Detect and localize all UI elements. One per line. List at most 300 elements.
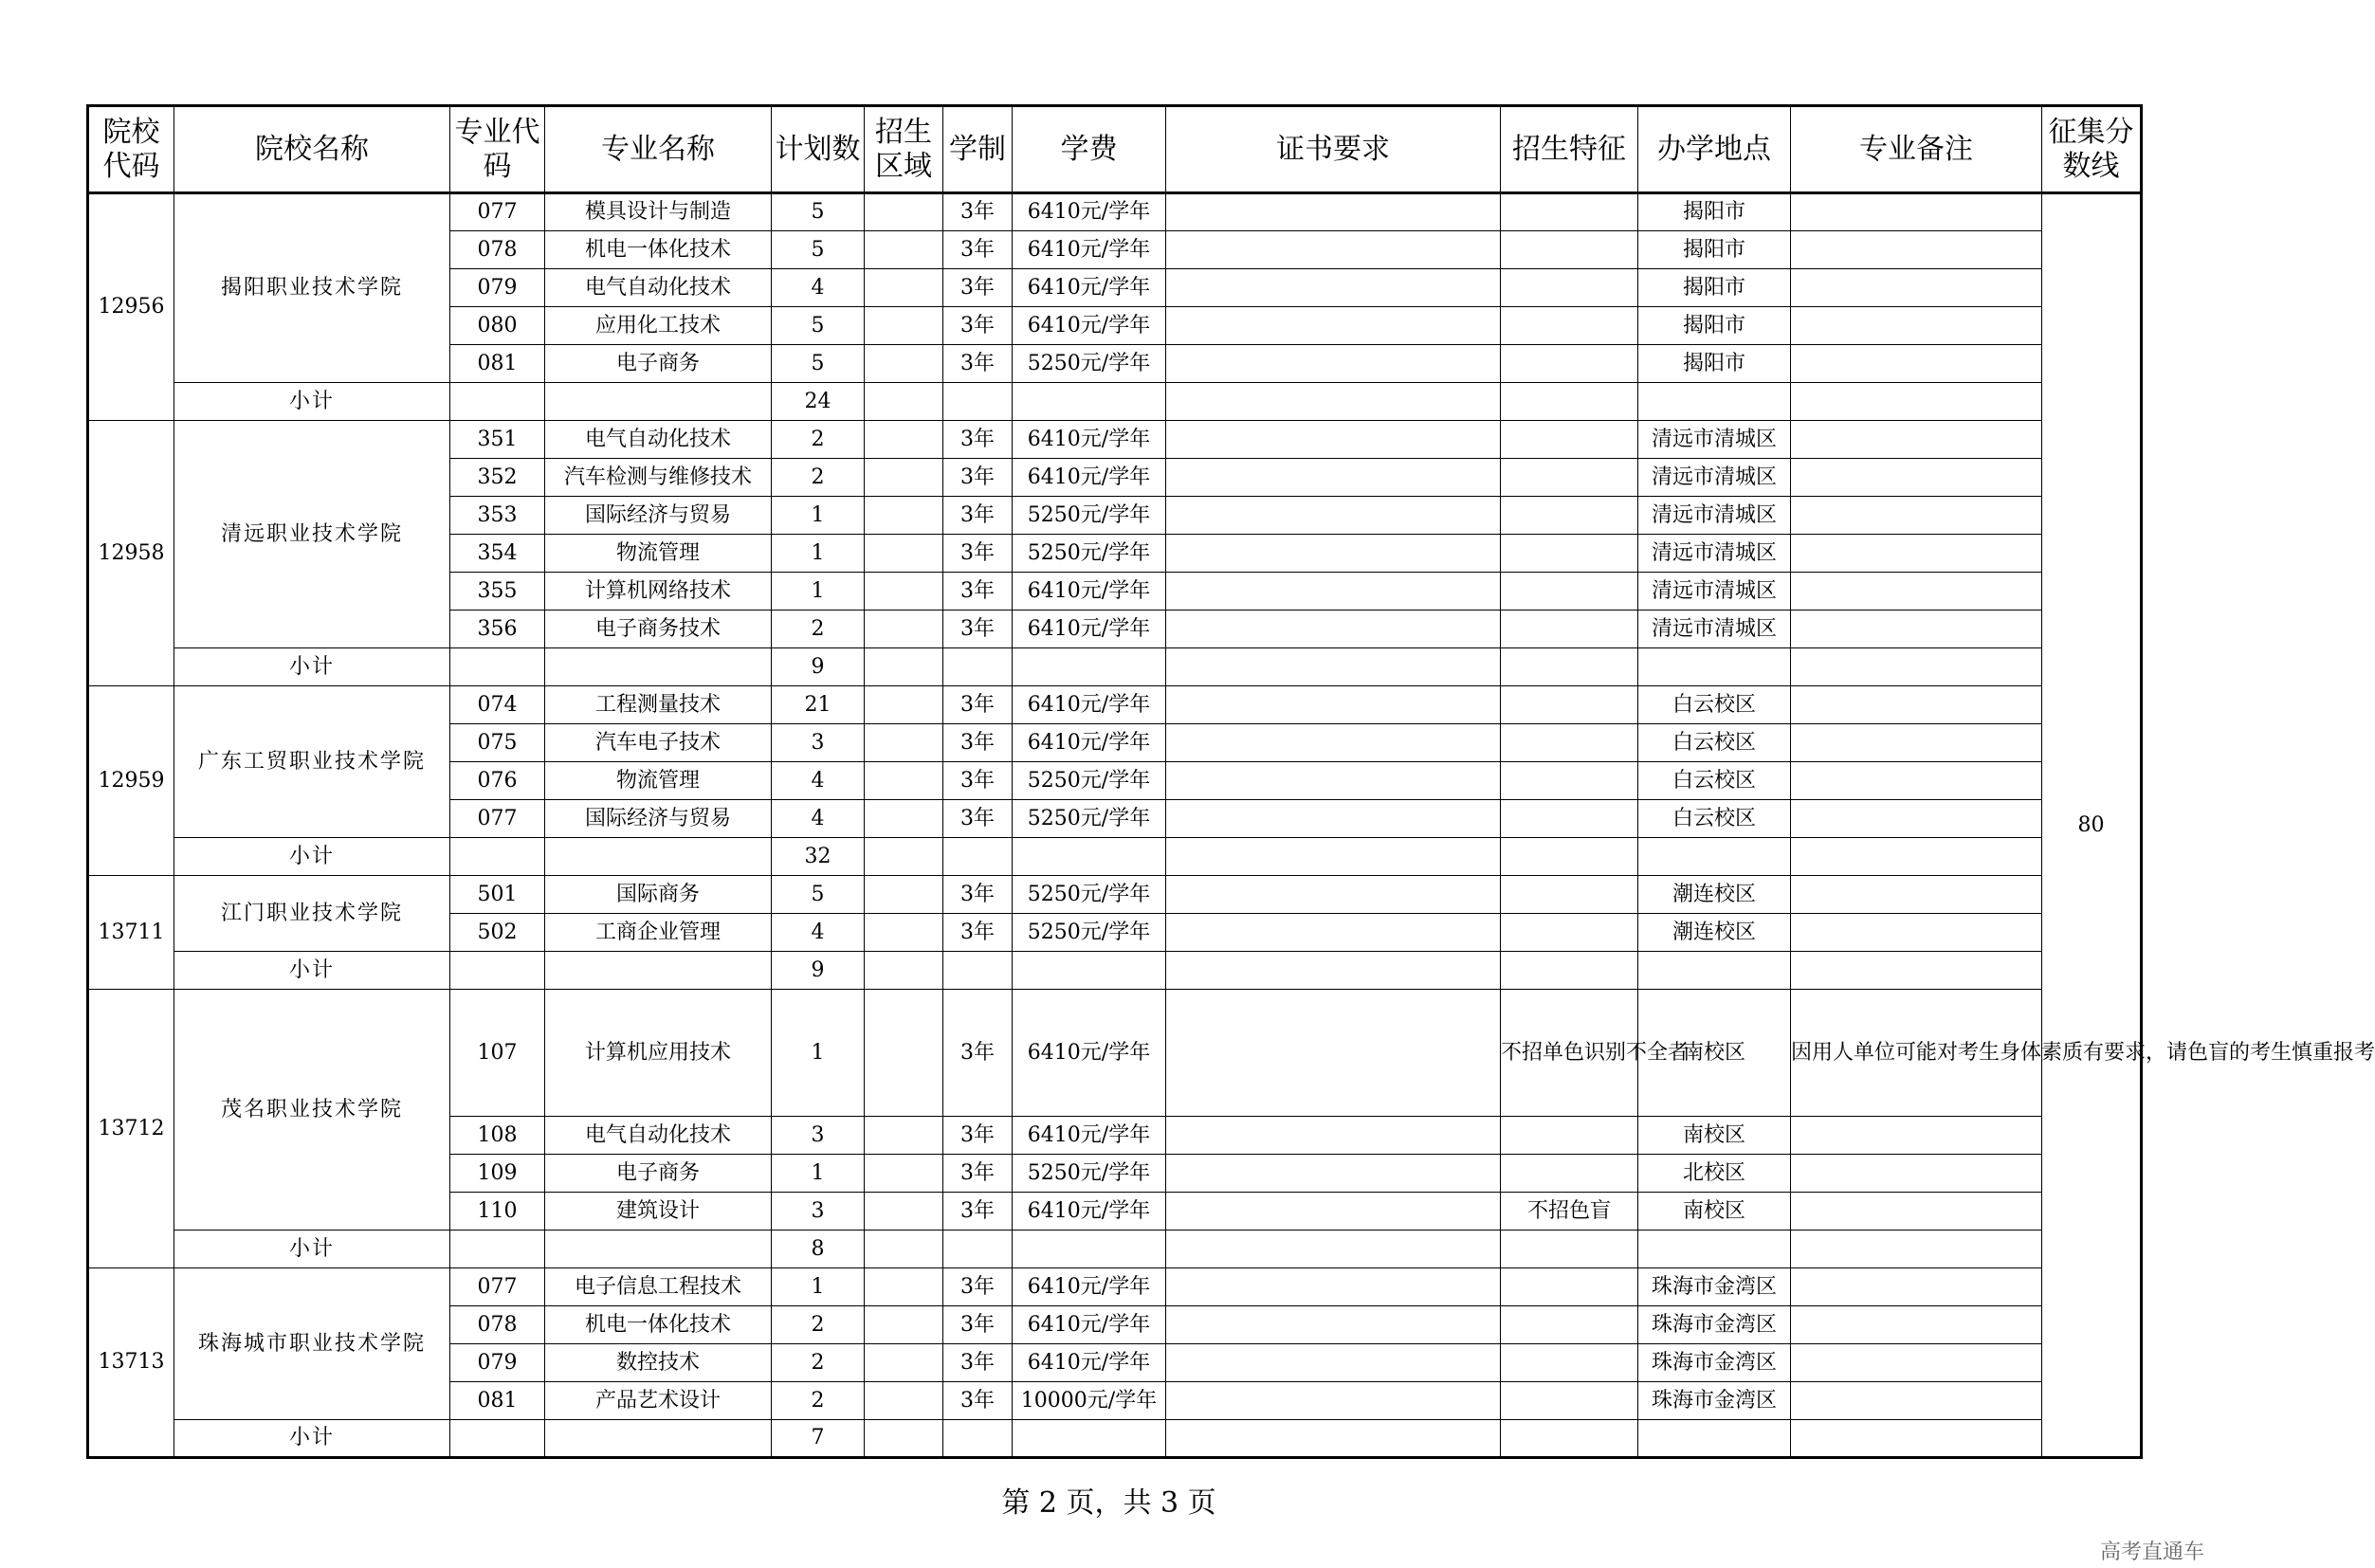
certificate-cell — [1166, 1268, 1501, 1306]
location-cell: 揭阳市 — [1638, 345, 1791, 383]
tuition-cell: 6410元/学年 — [1013, 231, 1166, 269]
subtotal-empty — [1638, 648, 1791, 686]
certificate-cell — [1166, 724, 1501, 762]
subtotal-label: 小计 — [174, 838, 450, 876]
major-code-cell: 077 — [450, 800, 545, 838]
subtotal-empty — [865, 952, 943, 990]
remark-cell — [1791, 611, 2042, 648]
certificate-cell — [1166, 231, 1501, 269]
major-name-cell: 计算机应用技术 — [545, 990, 772, 1117]
certificate-cell — [1166, 1193, 1501, 1231]
plan-count-cell: 1 — [772, 990, 865, 1117]
subtotal-empty — [865, 838, 943, 876]
location-cell: 珠海市金湾区 — [1638, 1382, 1791, 1420]
region-cell — [865, 1268, 943, 1306]
remark-cell — [1791, 497, 2042, 535]
major-name-cell: 汽车电子技术 — [545, 724, 772, 762]
school-code-cell: 13712 — [88, 990, 174, 1268]
major-name-cell: 数控技术 — [545, 1344, 772, 1382]
subtotal-empty — [545, 952, 772, 990]
subtotal-empty — [545, 1231, 772, 1268]
feature-cell — [1501, 573, 1638, 611]
certificate-cell — [1166, 573, 1501, 611]
subtotal-empty — [1501, 1231, 1638, 1268]
feature-cell: 不招单色识别不全者 — [1501, 990, 1638, 1117]
enrollment-table — [86, 104, 2375, 1459]
major-code-cell: 501 — [450, 876, 545, 914]
subtotal-label: 小计 — [174, 648, 450, 686]
subtotal-empty — [943, 648, 1013, 686]
duration-cell: 3年 — [943, 1344, 1013, 1382]
school-name-cell: 广东工贸职业技术学院 — [174, 686, 450, 838]
subtotal-empty — [943, 838, 1013, 876]
duration-cell: 3年 — [943, 231, 1013, 269]
remark-cell — [1791, 307, 2042, 345]
subtotal-empty — [865, 648, 943, 686]
subtotal-value: 32 — [772, 838, 865, 876]
plan-count-cell: 5 — [772, 193, 865, 231]
major-code-cell: 081 — [450, 1382, 545, 1420]
remark-cell — [1791, 800, 2042, 838]
location-cell: 珠海市金湾区 — [1638, 1306, 1791, 1344]
remark-cell — [1791, 231, 2042, 269]
subtotal-empty — [450, 838, 545, 876]
major-code-cell: 502 — [450, 914, 545, 952]
subtotal-empty — [943, 1420, 1013, 1458]
feature-cell — [1501, 762, 1638, 800]
duration-cell: 3年 — [943, 1193, 1013, 1231]
location-cell: 清远市清城区 — [1638, 459, 1791, 497]
major-name-cell: 电子商务技术 — [545, 611, 772, 648]
school-name-cell: 珠海城市职业技术学院 — [174, 1268, 450, 1420]
region-cell — [865, 990, 943, 1117]
remark-cell — [1791, 459, 2042, 497]
header-remark: 专业备注 — [1791, 106, 2042, 193]
table-row — [88, 876, 2142, 914]
location-cell: 揭阳市 — [1638, 193, 1791, 231]
major-name-cell: 机电一体化技术 — [545, 1306, 772, 1344]
major-name-cell: 国际商务 — [545, 876, 772, 914]
subtotal-empty — [450, 383, 545, 421]
plan-count-cell: 3 — [772, 1117, 865, 1155]
tuition-cell: 6410元/学年 — [1013, 1268, 1166, 1306]
subtotal-empty — [943, 383, 1013, 421]
subtotal-row — [88, 383, 2142, 421]
header-location: 办学地点 — [1638, 106, 1791, 193]
duration-cell: 3年 — [943, 800, 1013, 838]
header-school-name: 院校名称 — [174, 106, 450, 193]
subtotal-label: 小计 — [174, 383, 450, 421]
major-code-cell: 355 — [450, 573, 545, 611]
plan-count-cell: 4 — [772, 914, 865, 952]
subtotal-empty — [545, 383, 772, 421]
major-name-cell: 物流管理 — [545, 535, 772, 573]
tuition-cell: 6410元/学年 — [1013, 573, 1166, 611]
tuition-cell: 6410元/学年 — [1013, 990, 1166, 1117]
major-name-cell: 电气自动化技术 — [545, 1117, 772, 1155]
duration-cell: 3年 — [943, 611, 1013, 648]
certificate-cell — [1166, 269, 1501, 307]
tuition-cell: 6410元/学年 — [1013, 1117, 1166, 1155]
major-name-cell: 计算机网络技术 — [545, 573, 772, 611]
major-code-cell: 078 — [450, 1306, 545, 1344]
major-code-cell: 107 — [450, 990, 545, 1117]
major-name-cell: 国际经济与贸易 — [545, 497, 772, 535]
subtotal-empty — [1791, 648, 2042, 686]
feature-cell — [1501, 1306, 1638, 1344]
remark-cell — [1791, 193, 2042, 231]
region-cell — [865, 497, 943, 535]
feature-cell — [1501, 724, 1638, 762]
subtotal-value: 9 — [772, 952, 865, 990]
certificate-cell — [1166, 1155, 1501, 1193]
major-code-cell: 108 — [450, 1117, 545, 1155]
tuition-cell: 5250元/学年 — [1013, 497, 1166, 535]
certificate-cell — [1166, 686, 1501, 724]
plan-count-cell: 1 — [772, 573, 865, 611]
duration-cell: 3年 — [943, 686, 1013, 724]
location-cell: 北校区 — [1638, 1155, 1791, 1193]
region-cell — [865, 193, 943, 231]
location-cell: 清远市清城区 — [1638, 611, 1791, 648]
subtotal-empty — [943, 1231, 1013, 1268]
duration-cell: 3年 — [943, 307, 1013, 345]
plan-count-cell: 3 — [772, 1193, 865, 1231]
subtotal-empty — [1791, 383, 2042, 421]
location-cell: 南校区 — [1638, 1193, 1791, 1231]
region-cell — [865, 231, 943, 269]
location-cell: 潮连校区 — [1638, 876, 1791, 914]
major-name-cell: 国际经济与贸易 — [545, 800, 772, 838]
major-code-cell: 356 — [450, 611, 545, 648]
subtotal-empty — [545, 1420, 772, 1458]
table-row — [88, 990, 2142, 1117]
remark-cell — [1791, 573, 2042, 611]
region-cell — [865, 1117, 943, 1155]
feature-cell — [1501, 686, 1638, 724]
certificate-cell — [1166, 611, 1501, 648]
page-footer: 第 2 页，共 3 页 — [1001, 1486, 1216, 1520]
tuition-cell: 5250元/学年 — [1013, 800, 1166, 838]
tuition-cell: 6410元/学年 — [1013, 611, 1166, 648]
location-cell: 珠海市金湾区 — [1638, 1268, 1791, 1306]
tuition-cell: 6410元/学年 — [1013, 686, 1166, 724]
school-name-cell: 茂名职业技术学院 — [174, 990, 450, 1231]
location-cell: 潮连校区 — [1638, 914, 1791, 952]
watermark: 高考直通车 — [2099, 1541, 2204, 1564]
remark-cell — [1791, 1268, 2042, 1306]
feature-cell — [1501, 876, 1638, 914]
region-cell — [865, 269, 943, 307]
subtotal-value: 8 — [772, 1231, 865, 1268]
certificate-cell — [1166, 421, 1501, 459]
tuition-cell: 6410元/学年 — [1013, 1344, 1166, 1382]
header-major-code: 专业代码 — [450, 106, 545, 193]
feature-cell — [1501, 231, 1638, 269]
remark-cell — [1791, 876, 2042, 914]
feature-cell — [1501, 459, 1638, 497]
school-name-cell: 清远职业技术学院 — [174, 421, 450, 648]
plan-count-cell: 4 — [772, 269, 865, 307]
plan-count-cell: 5 — [772, 345, 865, 383]
major-code-cell: 351 — [450, 421, 545, 459]
subtotal-empty — [1791, 952, 2042, 990]
plan-count-cell: 2 — [772, 611, 865, 648]
certificate-cell — [1166, 762, 1501, 800]
duration-cell: 3年 — [943, 573, 1013, 611]
subtotal-label: 小计 — [174, 1420, 450, 1458]
subtotal-value: 24 — [772, 383, 865, 421]
subtotal-empty — [1638, 952, 1791, 990]
major-name-cell: 建筑设计 — [545, 1193, 772, 1231]
subtotal-empty — [1501, 838, 1638, 876]
header-region: 招生区域 — [865, 106, 943, 193]
subtotal-empty — [450, 952, 545, 990]
major-name-cell: 工商企业管理 — [545, 914, 772, 952]
location-cell: 白云校区 — [1638, 686, 1791, 724]
duration-cell: 3年 — [943, 724, 1013, 762]
certificate-cell — [1166, 876, 1501, 914]
remark-cell — [1791, 345, 2042, 383]
subtotal-row — [88, 648, 2142, 686]
major-name-cell: 电子商务 — [545, 345, 772, 383]
subtotal-empty — [1638, 1231, 1791, 1268]
remark-cell — [1791, 1344, 2042, 1382]
tuition-cell: 6410元/学年 — [1013, 459, 1166, 497]
subtotal-value: 9 — [772, 648, 865, 686]
feature-cell — [1501, 193, 1638, 231]
major-code-cell: 353 — [450, 497, 545, 535]
certificate-cell — [1166, 1344, 1501, 1382]
subtotal-empty — [1166, 1231, 1501, 1268]
location-cell: 南校区 — [1638, 1117, 1791, 1155]
subtotal-empty — [450, 1420, 545, 1458]
table-row — [88, 421, 2142, 459]
certificate-cell — [1166, 535, 1501, 573]
subtotal-empty — [1638, 838, 1791, 876]
region-cell — [865, 686, 943, 724]
region-cell — [865, 876, 943, 914]
header-major-name: 专业名称 — [545, 106, 772, 193]
subtotal-empty — [450, 1231, 545, 1268]
region-cell — [865, 459, 943, 497]
subtotal-empty — [1013, 952, 1166, 990]
region-cell — [865, 345, 943, 383]
region-cell — [865, 724, 943, 762]
subtotal-empty — [1166, 952, 1501, 990]
location-cell: 白云校区 — [1638, 724, 1791, 762]
major-code-cell: 076 — [450, 762, 545, 800]
plan-count-cell: 5 — [772, 876, 865, 914]
subtotal-empty — [1791, 1231, 2042, 1268]
school-code-cell: 12956 — [88, 193, 174, 421]
tuition-cell: 5250元/学年 — [1013, 535, 1166, 573]
plan-count-cell: 4 — [772, 800, 865, 838]
major-code-cell: 354 — [450, 535, 545, 573]
feature-cell — [1501, 269, 1638, 307]
major-code-cell: 109 — [450, 1155, 545, 1193]
subtotal-empty — [1501, 648, 1638, 686]
major-name-cell: 物流管理 — [545, 762, 772, 800]
location-cell: 揭阳市 — [1638, 269, 1791, 307]
duration-cell: 3年 — [943, 1382, 1013, 1420]
major-code-cell: 078 — [450, 231, 545, 269]
header-row — [88, 106, 2142, 193]
duration-cell: 3年 — [943, 535, 1013, 573]
major-name-cell: 电气自动化技术 — [545, 269, 772, 307]
subtotal-empty — [545, 648, 772, 686]
certificate-cell — [1166, 800, 1501, 838]
remark-cell — [1791, 1155, 2042, 1193]
subtotal-row — [88, 952, 2142, 990]
subtotal-empty — [1501, 383, 1638, 421]
feature-cell — [1501, 1155, 1638, 1193]
subtotal-empty — [1166, 648, 1501, 686]
certificate-cell — [1166, 459, 1501, 497]
feature-cell — [1501, 307, 1638, 345]
tuition-cell: 6410元/学年 — [1013, 269, 1166, 307]
school-name-cell: 江门职业技术学院 — [174, 876, 450, 952]
remark-cell: 因用人单位可能对考生身体素质有要求，请色盲的考生慎重报考 — [1791, 990, 2042, 1117]
remark-cell — [1791, 914, 2042, 952]
subtotal-empty — [1638, 383, 1791, 421]
certificate-cell — [1166, 990, 1501, 1117]
region-cell — [865, 1306, 943, 1344]
tuition-cell: 6410元/学年 — [1013, 421, 1166, 459]
plan-count-cell: 1 — [772, 1155, 865, 1193]
header-feature: 招生特征 — [1501, 106, 1638, 193]
major-name-cell: 电子信息工程技术 — [545, 1268, 772, 1306]
subtotal-empty — [865, 383, 943, 421]
major-name-cell: 电气自动化技术 — [545, 421, 772, 459]
major-code-cell: 077 — [450, 193, 545, 231]
remark-cell — [1791, 535, 2042, 573]
remark-cell — [1791, 421, 2042, 459]
region-cell — [865, 1193, 943, 1231]
region-cell — [865, 421, 943, 459]
plan-count-cell: 1 — [772, 1268, 865, 1306]
header-tuition: 学费 — [1013, 106, 1166, 193]
feature-cell — [1501, 497, 1638, 535]
location-cell: 珠海市金湾区 — [1638, 1344, 1791, 1382]
header-score-line: 征集分数线 — [2042, 106, 2142, 193]
feature-cell — [1501, 1117, 1638, 1155]
header-duration: 学制 — [943, 106, 1013, 193]
subtotal-empty — [943, 952, 1013, 990]
location-cell: 清远市清城区 — [1638, 421, 1791, 459]
major-name-cell: 机电一体化技术 — [545, 231, 772, 269]
feature-cell — [1501, 611, 1638, 648]
certificate-cell — [1166, 1306, 1501, 1344]
feature-cell — [1501, 800, 1638, 838]
certificate-cell — [1166, 345, 1501, 383]
school-code-cell: 13713 — [88, 1268, 174, 1458]
subtotal-empty — [1791, 1420, 2042, 1458]
duration-cell: 3年 — [943, 1306, 1013, 1344]
feature-cell — [1501, 914, 1638, 952]
subtotal-row — [88, 1420, 2142, 1458]
plan-count-cell: 2 — [772, 1344, 865, 1382]
plan-count-cell: 1 — [772, 535, 865, 573]
subtotal-empty — [1501, 1420, 1638, 1458]
region-cell — [865, 1155, 943, 1193]
region-cell — [865, 307, 943, 345]
major-name-cell: 产品艺术设计 — [545, 1382, 772, 1420]
subtotal-row — [88, 838, 2142, 876]
subtotal-empty — [1638, 1420, 1791, 1458]
major-name-cell: 汽车检测与维修技术 — [545, 459, 772, 497]
region-cell — [865, 1344, 943, 1382]
location-cell: 清远市清城区 — [1638, 497, 1791, 535]
major-code-cell: 075 — [450, 724, 545, 762]
subtotal-row — [88, 1231, 2142, 1268]
plan-count-cell: 2 — [772, 421, 865, 459]
remark-cell — [1791, 686, 2042, 724]
table-row — [88, 193, 2142, 231]
duration-cell: 3年 — [943, 1117, 1013, 1155]
duration-cell: 3年 — [943, 193, 1013, 231]
major-code-cell: 079 — [450, 269, 545, 307]
region-cell — [865, 800, 943, 838]
major-code-cell: 077 — [450, 1268, 545, 1306]
tuition-cell: 6410元/学年 — [1013, 193, 1166, 231]
location-cell: 揭阳市 — [1638, 307, 1791, 345]
major-code-cell: 352 — [450, 459, 545, 497]
remark-cell — [1791, 724, 2042, 762]
subtotal-label: 小计 — [174, 1231, 450, 1268]
duration-cell: 3年 — [943, 876, 1013, 914]
location-cell: 揭阳市 — [1638, 231, 1791, 269]
subtotal-empty — [1166, 1420, 1501, 1458]
location-cell: 白云校区 — [1638, 800, 1791, 838]
school-name-cell: 揭阳职业技术学院 — [174, 193, 450, 383]
header-school-code: 院校代码 — [88, 106, 174, 193]
feature-cell — [1501, 1344, 1638, 1382]
score-line-cell: 80 — [2042, 193, 2142, 1458]
subtotal-empty — [1791, 838, 2042, 876]
tuition-cell: 5250元/学年 — [1013, 762, 1166, 800]
feature-cell — [1501, 421, 1638, 459]
tuition-cell: 6410元/学年 — [1013, 1306, 1166, 1344]
duration-cell: 3年 — [943, 421, 1013, 459]
school-code-cell: 13711 — [88, 876, 174, 990]
certificate-cell — [1166, 497, 1501, 535]
header-certificate: 证书要求 — [1166, 106, 1501, 193]
plan-count-cell: 5 — [772, 231, 865, 269]
region-cell — [865, 535, 943, 573]
school-code-cell: 12959 — [88, 686, 174, 876]
plan-count-cell: 4 — [772, 762, 865, 800]
remark-cell — [1791, 1382, 2042, 1420]
plan-count-cell: 2 — [772, 459, 865, 497]
duration-cell: 3年 — [943, 459, 1013, 497]
major-code-cell: 074 — [450, 686, 545, 724]
certificate-cell — [1166, 1117, 1501, 1155]
subtotal-empty — [1166, 838, 1501, 876]
header-plan-count: 计划数 — [772, 106, 865, 193]
tuition-cell: 6410元/学年 — [1013, 1193, 1166, 1231]
feature-cell — [1501, 1382, 1638, 1420]
certificate-cell — [1166, 914, 1501, 952]
duration-cell: 3年 — [943, 914, 1013, 952]
tuition-cell: 10000元/学年 — [1013, 1382, 1166, 1420]
remark-cell — [1791, 269, 2042, 307]
region-cell — [865, 914, 943, 952]
major-name-cell: 模具设计与制造 — [545, 193, 772, 231]
duration-cell: 3年 — [943, 990, 1013, 1117]
duration-cell: 3年 — [943, 345, 1013, 383]
remark-cell — [1791, 1117, 2042, 1155]
